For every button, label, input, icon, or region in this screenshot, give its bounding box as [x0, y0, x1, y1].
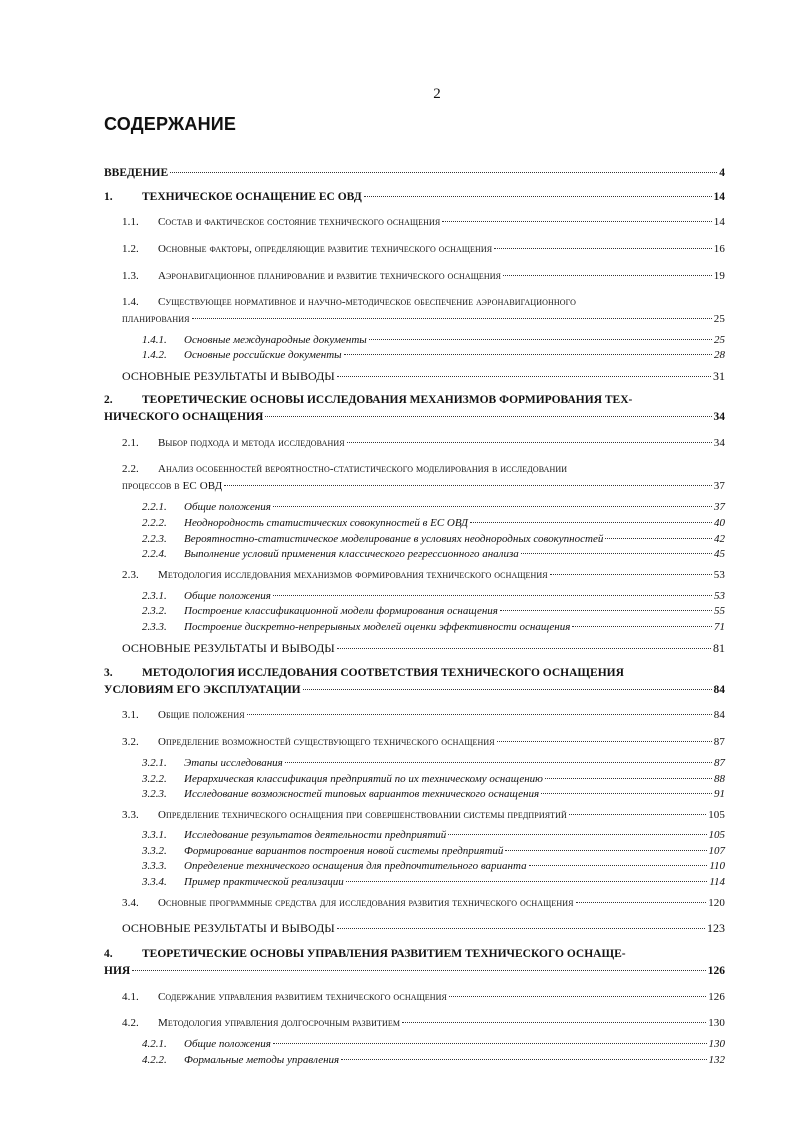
- toc-entry-title: ТЕХНИЧЕСКОЕ ОСНАЩЕНИЕ ЕС ОВД: [142, 191, 362, 203]
- toc-entry: [122, 479, 725, 494]
- toc-entry-number: 3.1.: [122, 709, 139, 721]
- toc-entry-number: 2.2.3.: [142, 533, 167, 545]
- toc-entry-title: Основные российские документы: [184, 349, 342, 361]
- toc-dot-leader: [500, 610, 712, 611]
- toc-entry: [122, 921, 725, 936]
- toc-dot-leader: [402, 1022, 706, 1023]
- toc-entry-number: 1.4.: [122, 296, 139, 308]
- toc-entry-title: Анализ особенностей вероятностно-статистического моделирования в исследовании: [158, 463, 568, 475]
- toc-entry-title: НИЯ: [104, 965, 131, 977]
- toc-dot-leader: [503, 275, 712, 276]
- toc-entry-title: Пример практической реализации: [184, 876, 344, 888]
- toc-entry-page: 130: [708, 1017, 725, 1029]
- toc-dot-leader: [341, 1059, 706, 1060]
- toc-entry-number: 2.3.1.: [142, 590, 167, 602]
- toc-dot-leader: [285, 762, 712, 763]
- toc-entry-title: Исследование результатов деятельности предприятий: [184, 829, 447, 841]
- toc-entry-number: 4.: [104, 948, 113, 960]
- toc-entry-title: Иерархическая классификация предприятий по их техническому оснащению: [184, 773, 543, 785]
- toc-entry-page: 40: [714, 517, 725, 529]
- toc-entry-page: 25: [714, 334, 725, 346]
- toc-entry-number: 3.2.3.: [142, 788, 167, 800]
- toc-dot-leader: [273, 506, 712, 507]
- toc-entry: [122, 462, 725, 477]
- toc-entry: [104, 410, 725, 425]
- toc-entry-page: 132: [708, 1054, 725, 1066]
- toc-entry-number: 3.3.: [122, 809, 139, 821]
- toc-dot-leader: [505, 850, 706, 851]
- toc-entry-title: Вероятностно-статистическое моделирование в условиях неоднородных совокупностей: [184, 533, 604, 545]
- toc-entry-page: 126: [708, 991, 725, 1003]
- toc-entry-number: 1.3.: [122, 270, 139, 282]
- toc-entry-page: 130: [708, 1038, 725, 1050]
- toc-dot-leader: [541, 793, 712, 794]
- toc-entry-page: 19: [713, 270, 725, 282]
- toc-entry-title: ОСНОВНЫЕ РЕЗУЛЬТАТЫ И ВЫВОДЫ: [122, 369, 335, 383]
- toc-dot-leader: [497, 741, 712, 742]
- toc-entry: [142, 604, 725, 619]
- toc-entry-page: 87: [713, 736, 725, 748]
- toc-entry-page: 114: [709, 876, 725, 888]
- toc-entry-page: 42: [714, 533, 725, 545]
- toc-entry-page: 105: [708, 809, 725, 821]
- toc-entry-title: Формирование вариантов построения новой системы предприятий: [184, 845, 504, 857]
- toc-entry-title: Построение классификационной модели формирования оснащения: [184, 605, 498, 617]
- toc-entry-page: 14: [713, 216, 725, 228]
- toc-entry: [122, 369, 725, 384]
- toc-entry-title: Выполнение условий применения классического регрессионного анализа: [184, 548, 519, 560]
- toc-entry-title: ОСНОВНЫЕ РЕЗУЛЬТАТЫ И ВЫВОДЫ: [122, 921, 335, 935]
- toc-entry: [122, 436, 725, 451]
- toc-dot-leader: [347, 442, 712, 443]
- toc-entry-page: 71: [714, 621, 725, 633]
- toc-entry-title: Общие положения: [158, 709, 245, 721]
- toc-entry-number: 2.3.2.: [142, 605, 167, 617]
- toc-entry-page: 84: [713, 684, 725, 696]
- toc-entry: [122, 896, 725, 911]
- toc-entry: [142, 1053, 725, 1068]
- toc-dot-leader: [550, 574, 712, 575]
- toc-entry: [122, 735, 725, 750]
- toc-entry: [122, 312, 725, 327]
- toc-entry-title: Общие положения: [184, 501, 271, 513]
- toc-entry-page: 37: [713, 480, 725, 492]
- toc-entry-page: 55: [714, 605, 725, 617]
- toc-entry: [142, 532, 725, 547]
- toc-entry-number: 3.3.1.: [142, 829, 167, 841]
- toc-entry-title: Методология исследования механизмов формирования технического оснащения: [158, 569, 548, 581]
- toc-entry: [104, 393, 725, 408]
- page-title: СОДЕРЖАНИЕ: [104, 114, 237, 134]
- toc-entry-number: 3.2.: [122, 736, 139, 748]
- toc-entry: [142, 1037, 725, 1052]
- toc-entry-title: Определение технического оснащения для предпочтительного варианта: [184, 860, 527, 872]
- toc-dot-leader: [442, 221, 711, 222]
- toc-dot-leader: [494, 248, 712, 249]
- toc-entry-number: 2.1.: [122, 437, 139, 449]
- toc-entry-page: 123: [707, 921, 725, 935]
- toc-entry-number: 3.3.3.: [142, 860, 167, 872]
- toc-entry-title: планирования: [122, 313, 190, 325]
- toc-dot-leader: [470, 522, 712, 523]
- toc-entry-number: 2.2.4.: [142, 548, 167, 560]
- toc-entry: [122, 1016, 725, 1031]
- toc-entry-title: МЕТОДОЛОГИЯ ИССЛЕДОВАНИЯ СООТВЕТСТВИЯ ТЕХНИЧЕСКОГО ОСНАЩЕНИЯ: [142, 667, 624, 679]
- toc-entry-title: процессов в ЕС ОВД: [122, 480, 223, 492]
- toc-entry-number: 2.2.1.: [142, 501, 167, 513]
- toc-entry: [122, 568, 725, 583]
- toc-entry-number: 1.: [104, 191, 113, 203]
- toc-entry-title: Этапы исследования: [184, 757, 283, 769]
- toc-entry-title: Содержание управления развитием технического оснащения: [158, 991, 447, 1003]
- toc-entry-title: Исследование возможностей типовых вариантов технического оснащения: [184, 788, 540, 800]
- toc-entry-title: Методология управления долгосрочным развитием: [158, 1017, 401, 1029]
- toc-entry-title: Состав и фактическое состояние технического оснащения: [158, 216, 441, 228]
- toc-dot-leader: [521, 553, 712, 554]
- toc-entry: [104, 947, 725, 962]
- toc-entry: [142, 828, 725, 843]
- toc-dot-leader: [247, 714, 712, 715]
- toc-entry: [122, 242, 725, 257]
- toc-entry-title: УСЛОВИЯМ ЕГО ЭКСПЛУАТАЦИИ: [104, 684, 301, 696]
- toc-entry-page: 105: [708, 829, 725, 841]
- toc-entry: [142, 787, 725, 802]
- toc-dot-leader: [529, 865, 708, 866]
- toc-entry-page: 53: [714, 590, 725, 602]
- toc-dot-leader: [170, 172, 717, 173]
- toc-dot-leader: [569, 814, 706, 815]
- toc-entry: [142, 875, 725, 890]
- toc-entry-number: 1.4.1.: [142, 334, 167, 346]
- toc-entry-number: 3.3.4.: [142, 876, 167, 888]
- toc-entry: [104, 666, 725, 681]
- toc-entry: [104, 190, 725, 205]
- toc-entry-number: 2.2.2.: [142, 517, 167, 529]
- toc-entry-number: 4.1.: [122, 991, 139, 1003]
- toc-dot-leader: [337, 648, 711, 649]
- toc-entry: [142, 844, 725, 859]
- toc-entry-number: 3.2.2.: [142, 773, 167, 785]
- toc-entry-number: 4.2.: [122, 1017, 139, 1029]
- toc-entry-page: 34: [713, 411, 725, 423]
- page-number: 2: [433, 86, 441, 102]
- toc-entry-title: НИЧЕСКОГО ОСНАЩЕНИЯ: [104, 411, 264, 423]
- toc-entry-title: Основные программные средства для исследования развития технического оснащения: [158, 897, 574, 909]
- toc-dot-leader: [545, 778, 712, 779]
- toc-entry-number: 3.4.: [122, 897, 139, 909]
- toc-entry-title: Общие положения: [184, 590, 271, 602]
- toc-entry-title: ТЕОРЕТИЧЕСКИЕ ОСНОВЫ ИССЛЕДОВАНИЯ МЕХАНИЗМОВ ФОРМИРОВАНИЯ ТЕХ-: [142, 394, 633, 406]
- toc-dot-leader: [273, 595, 712, 596]
- toc-entry-number: 3.3.2.: [142, 845, 167, 857]
- toc-dot-leader: [344, 354, 712, 355]
- toc-entry: [142, 500, 725, 515]
- toc-entry-page: 31: [713, 369, 725, 383]
- toc-dot-leader: [192, 318, 712, 319]
- toc-entry-title: Построение дискретно-непрерывных моделей оценки эффективности оснащения: [184, 621, 571, 633]
- toc-entry: [104, 683, 725, 698]
- toc-entry: [122, 641, 725, 656]
- toc-entry-page: 110: [709, 860, 725, 872]
- toc-entry-page: 107: [708, 845, 725, 857]
- toc-entry-page: 37: [714, 501, 725, 513]
- toc-entry-title: Аэронавигационное планирование и развитие технического оснащения: [158, 270, 502, 282]
- toc-entry-title: Основные международные документы: [184, 334, 367, 346]
- toc-entry: [142, 772, 725, 787]
- toc-entry: [104, 166, 725, 181]
- toc-entry-title: Неоднородность статистических совокупностей в ЕС ОВД: [184, 517, 468, 529]
- toc-entry-title: Определение технического оснащения при совершенствовании системы предприятий: [158, 809, 567, 821]
- toc-entry-title: ОСНОВНЫЕ РЕЗУЛЬТАТЫ И ВЫВОДЫ: [122, 641, 335, 655]
- toc-entry: [122, 990, 725, 1005]
- toc-entry-number: 4.2.2.: [142, 1054, 167, 1066]
- toc-dot-leader: [572, 626, 712, 627]
- toc-entry-page: 14: [713, 191, 725, 203]
- toc-dot-leader: [605, 538, 712, 539]
- toc-entry: [142, 547, 725, 562]
- toc-entry: [122, 708, 725, 723]
- toc-dot-leader: [337, 928, 705, 929]
- toc-dot-leader: [303, 689, 712, 690]
- toc-entry-page: 126: [707, 965, 725, 977]
- toc-entry: [142, 589, 725, 604]
- toc-entry-title: ВВЕДЕНИЕ: [104, 167, 169, 179]
- toc-entry: [122, 808, 725, 823]
- toc-dot-leader: [224, 485, 711, 486]
- toc-dot-leader: [448, 834, 706, 835]
- toc-entry: [122, 269, 725, 284]
- toc-entry-title: Основные факторы, определяющие развитие технического оснащения: [158, 243, 493, 255]
- toc-entry: [142, 859, 725, 874]
- toc-entry-page: 84: [713, 709, 725, 721]
- toc-entry-title: ТЕОРЕТИЧЕСКИЕ ОСНОВЫ УПРАВЛЕНИЯ РАЗВИТИЕМ ТЕХНИЧЕСКОГО ОСНАЩЕ-: [142, 948, 626, 960]
- toc-dot-leader: [273, 1043, 707, 1044]
- toc-dot-leader: [132, 970, 706, 971]
- toc-entry-title: Существующее нормативное и научно-методическое обеспечение аэронавигационного: [158, 296, 577, 308]
- toc-entry: [104, 964, 725, 979]
- toc-entry-page: 87: [714, 757, 725, 769]
- toc-dot-leader: [449, 996, 706, 997]
- toc-dot-leader: [265, 416, 711, 417]
- toc-entry-page: 4: [719, 167, 725, 179]
- toc-entry: [142, 516, 725, 531]
- toc-dot-leader: [346, 881, 708, 882]
- toc-entry-title: Определение возможностей существующего технического оснащения: [158, 736, 495, 748]
- toc-entry-number: 3.: [104, 667, 113, 679]
- toc-entry-title: Формальные методы управления: [184, 1054, 340, 1066]
- toc-dot-leader: [337, 376, 711, 377]
- toc-entry-page: 28: [714, 349, 725, 361]
- toc-entry-page: 34: [713, 437, 725, 449]
- toc-entry-page: 81: [713, 641, 725, 655]
- toc-entry-number: 2.: [104, 394, 113, 406]
- toc-entry: [142, 333, 725, 348]
- toc-entry: [122, 215, 725, 230]
- toc-entry-number: 3.2.1.: [142, 757, 167, 769]
- toc-entry-number: 1.2.: [122, 243, 139, 255]
- toc-entry-page: 53: [713, 569, 725, 581]
- toc-entry-number: 2.3.3.: [142, 621, 167, 633]
- toc-entry-number: 2.2.: [122, 463, 139, 475]
- toc-entry-page: 88: [714, 773, 725, 785]
- toc-entry: [122, 295, 725, 310]
- toc-entry-page: 91: [714, 788, 725, 800]
- toc-entry-page: 120: [708, 897, 725, 909]
- toc-dot-leader: [364, 196, 712, 197]
- toc-entry-number: 1.4.2.: [142, 349, 167, 361]
- toc-entry: [142, 620, 725, 635]
- toc-entry-number: 2.3.: [122, 569, 139, 581]
- toc-entry-page: 25: [713, 313, 725, 325]
- toc-entry: [142, 756, 725, 771]
- toc-entry-number: 4.2.1.: [142, 1038, 167, 1050]
- toc-dot-leader: [369, 339, 712, 340]
- toc-entry-number: 1.1.: [122, 216, 139, 228]
- toc-entry: [142, 348, 725, 363]
- toc-entry-title: Выбор подхода и метода исследования: [158, 437, 345, 449]
- toc-entry-page: 16: [713, 243, 725, 255]
- toc-entry-title: Общие положения: [184, 1038, 271, 1050]
- toc-entry-page: 45: [714, 548, 725, 560]
- toc-dot-leader: [576, 902, 707, 903]
